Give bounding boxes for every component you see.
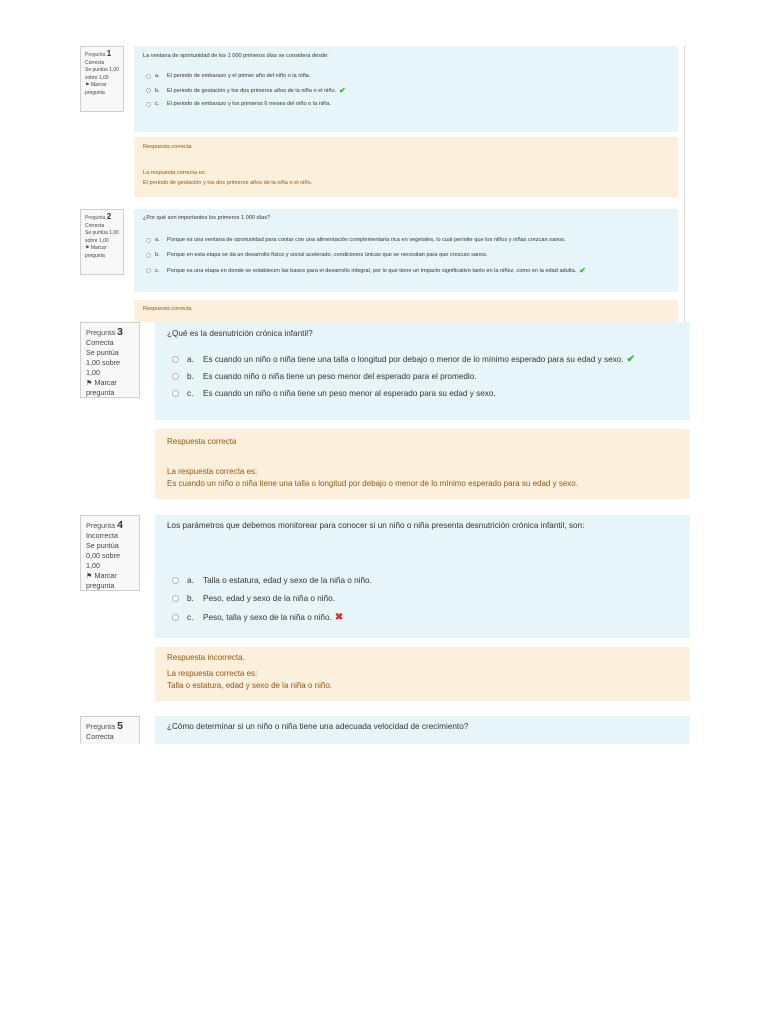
question-grade: Se puntúa 1,00 sobre 1,00 xyxy=(85,67,119,81)
option-letter: c. xyxy=(187,389,194,398)
radio-button[interactable] xyxy=(146,74,151,79)
question-text: ¿Por qué son importantes los primeros 1 000 días? xyxy=(143,215,271,221)
correct-answer-label: La respuesta correcta es: xyxy=(143,170,207,176)
feedback-status: Respuesta correcta xyxy=(167,437,237,446)
radio-button[interactable] xyxy=(146,238,151,243)
option-text: Es cuando un niño o niña tiene un peso menor al esperado para su edad y sexo. xyxy=(203,389,496,398)
question-grade: Se puntúa 0,00 sobre 1,00 xyxy=(86,541,120,570)
answer-option-c[interactable] xyxy=(172,612,343,623)
option-letter: c. xyxy=(187,613,194,622)
question-info xyxy=(80,716,140,744)
option-letter: b. xyxy=(187,372,194,381)
option-letter: b. xyxy=(155,252,160,258)
option-letter: c. xyxy=(155,267,160,274)
question-state: Correcta xyxy=(85,222,105,229)
question-formulation xyxy=(155,716,690,744)
radio-button[interactable] xyxy=(146,102,151,107)
question-formulation xyxy=(134,209,678,292)
question-label: Pregunta xyxy=(86,722,116,731)
flag-question-link[interactable] xyxy=(86,378,134,398)
option-text: Porque en esta etapa se da un desarrollo físico y social acelerado, condiciones únicas que se necesitan para que crezcan sanos. xyxy=(167,252,488,258)
question-info xyxy=(80,209,124,275)
option-letter: a. xyxy=(187,576,194,585)
feedback-status: Respuesta incorrecta. xyxy=(167,653,245,662)
question-formulation xyxy=(155,322,690,420)
option-text: Es cuando niño o niña tiene un peso menor del esperado para el promedio. xyxy=(203,372,477,381)
question-feedback xyxy=(134,137,678,197)
answer-option-b[interactable] xyxy=(146,252,488,258)
radio-button[interactable] xyxy=(172,595,179,602)
question-number-value: 2 xyxy=(106,212,112,221)
option-text: Talla o estatura, edad y sexo de la niña o niño. xyxy=(203,576,372,585)
flag-icon: ⚑ xyxy=(86,378,93,387)
correct-answer-text: Talla o estatura, edad y sexo de la niña o niño. xyxy=(167,681,332,690)
question-text: ¿Qué es la desnutrición crónica infantil? xyxy=(167,329,313,338)
flag-label: Marcar pregunta xyxy=(85,245,107,259)
question-info xyxy=(80,46,124,112)
question-text: Los parámetros que debemos monitorear para conocer si un niño o niña presenta desnutrición crónica infantil, son: xyxy=(167,521,585,530)
flag-question-link[interactable] xyxy=(85,245,119,260)
question-number-value: 1 xyxy=(106,49,112,58)
radio-button-selected[interactable] xyxy=(146,88,151,93)
radio-button-selected[interactable] xyxy=(146,268,151,273)
option-letter: a. xyxy=(187,355,194,364)
question-number-value: 5 xyxy=(117,720,124,732)
correct-answer-text: Es cuando un niño o niña tiene una talla o longitud por debajo o menor de lo mínimo esperado para su edad y sexo. xyxy=(167,479,578,488)
correct-answer-label: La respuesta correcta es: xyxy=(167,669,258,678)
flag-question-link[interactable] xyxy=(86,571,134,591)
question-info xyxy=(80,515,140,591)
radio-button-selected[interactable] xyxy=(172,356,179,363)
flag-label: Marcar pregunta xyxy=(85,82,107,96)
question-state: Correcta xyxy=(85,59,105,66)
question-number xyxy=(86,520,134,531)
option-text: El periodo de gestación y los dos primeros años de la niña o el niño. xyxy=(167,87,337,94)
radio-button[interactable] xyxy=(172,577,179,584)
question-formulation xyxy=(155,515,690,638)
option-text: Porque es una etapa en donde se establecen las bases para el desarrollo integral, por lo que tiene un impacto significativo tanto en la niñez, como en la edad adulta. xyxy=(167,267,577,274)
option-text: Peso, edad y sexo de la niña o niño. xyxy=(203,594,336,603)
question-formulation xyxy=(134,46,678,132)
check-icon: ✔ xyxy=(339,86,346,95)
answer-option-b[interactable] xyxy=(172,372,477,381)
cross-icon: ✖ xyxy=(334,612,344,623)
question-label: Pregunta xyxy=(85,52,106,58)
option-letter: c. xyxy=(155,101,160,107)
question-number xyxy=(86,327,134,338)
question-grade: Se puntúa 1,00 sobre 1,00 xyxy=(85,230,119,244)
question-label: Pregunta xyxy=(86,328,116,337)
question-number xyxy=(85,213,119,223)
flag-label: Marcar pregunta xyxy=(86,571,117,590)
question-feedback xyxy=(155,429,690,499)
radio-button[interactable] xyxy=(146,253,151,258)
flag-icon: ⚑ xyxy=(85,245,90,251)
answer-option-c[interactable] xyxy=(146,101,331,107)
question-number-value: 4 xyxy=(117,519,124,531)
flag-icon: ⚑ xyxy=(85,82,90,88)
question-label: Pregunta xyxy=(86,521,116,530)
option-text: Porque es una ventana de oportunidad para contar con una alimentación complementaria rica en vegetales, lo cual permite que los niños y niñas crezcan sanos. xyxy=(167,237,566,243)
question-number xyxy=(85,50,119,60)
answer-option-a[interactable] xyxy=(146,237,566,243)
option-text: El periodo de embarazo y el primer año del niño o la niña. xyxy=(167,73,311,79)
question-feedback xyxy=(155,647,690,701)
answer-option-b[interactable] xyxy=(172,594,335,603)
question-number-value: 3 xyxy=(117,326,124,338)
radio-button[interactable] xyxy=(172,373,179,380)
question-label: Pregunta xyxy=(85,215,106,221)
flag-label: Marcar pregunta xyxy=(86,378,117,397)
question-state: Correcta xyxy=(86,732,114,741)
option-letter: b. xyxy=(187,594,194,603)
check-icon: ✔ xyxy=(626,354,635,365)
option-letter: a. xyxy=(155,237,160,243)
question-info xyxy=(80,322,140,398)
question-text: La ventana de oportunidad de los 1 000 primeros días se considera desde: xyxy=(143,53,329,59)
question-number xyxy=(86,721,134,732)
option-text: Peso, talla y sexo de la niña o niño. xyxy=(203,613,332,622)
answer-option-c[interactable] xyxy=(172,389,496,398)
check-icon: ✔ xyxy=(579,266,586,275)
answer-option-a[interactable] xyxy=(146,73,310,79)
answer-option-c[interactable] xyxy=(146,266,586,275)
flag-question-link[interactable] xyxy=(85,82,119,97)
scrollbar[interactable] xyxy=(684,46,685,322)
option-text: El periodo de embarazo y los primeros 6 meses del niño o la niña. xyxy=(167,101,331,107)
feedback-status: Respuesta correcta xyxy=(143,306,192,312)
question-state: Incorrecta xyxy=(86,531,118,540)
radio-button[interactable] xyxy=(172,390,179,397)
option-letter: b. xyxy=(155,87,160,94)
question-text: ¿Cómo determinar si un niño o niña tiene una adecuada velocidad de crecimiento? xyxy=(167,722,469,731)
answer-option-b[interactable] xyxy=(146,86,346,95)
flag-icon: ⚑ xyxy=(86,571,93,580)
option-text: Es cuando un niño o niña tiene una talla o longitud por debajo o menor de lo mínimo esperado para su edad y sexo. xyxy=(203,355,624,364)
option-letter: a. xyxy=(155,73,160,79)
answer-option-a[interactable] xyxy=(172,576,372,585)
correct-answer-label: La respuesta correcta es: xyxy=(167,467,258,476)
radio-button-selected[interactable] xyxy=(172,614,179,621)
question-grade: Se puntúa 1,00 sobre 1,00 xyxy=(86,348,120,377)
question-feedback xyxy=(134,300,678,322)
correct-answer-text: El periodo de gestación y los dos primeros años de la niña o el niño. xyxy=(143,180,313,186)
answer-option-a[interactable] xyxy=(172,354,635,365)
feedback-status: Respuesta correcta xyxy=(143,144,192,150)
question-state: Correcta xyxy=(86,338,114,347)
